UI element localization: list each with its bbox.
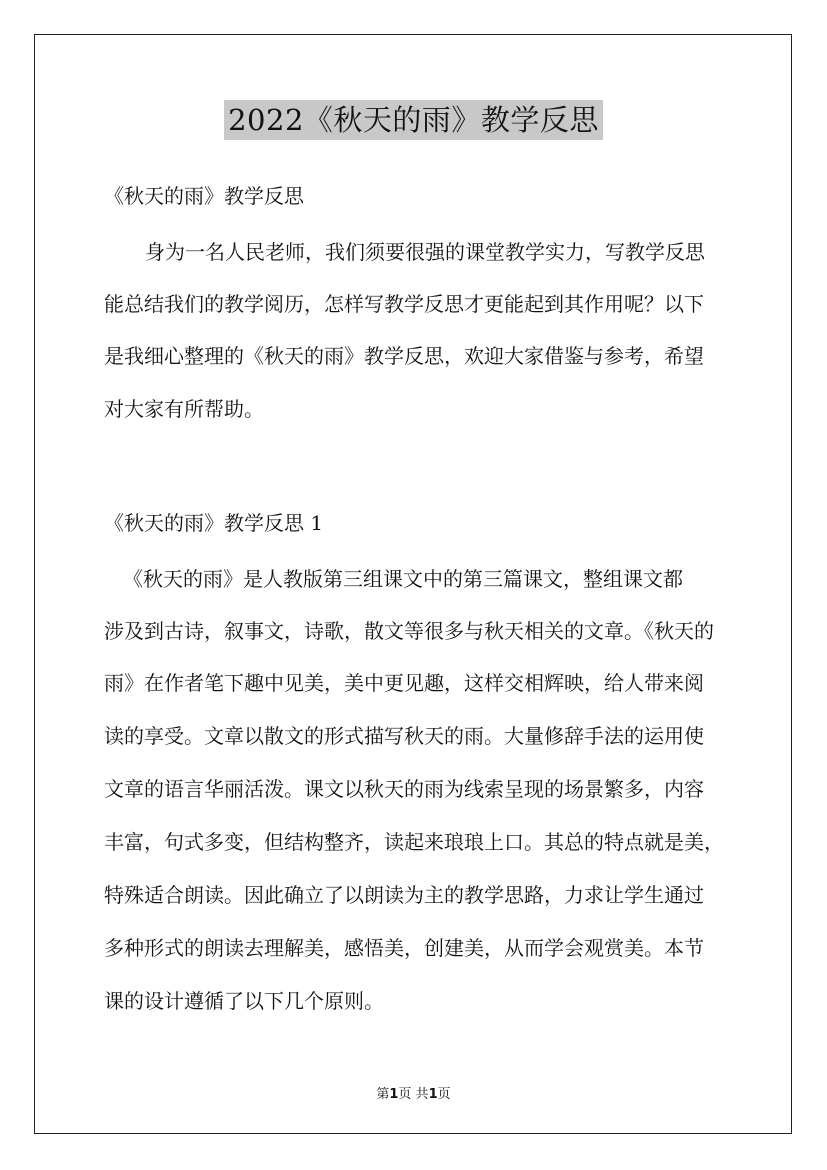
intro-line: 能总结我们的教学阅历，怎样写教学反思才更能起到其作用呢？以下 [104, 292, 704, 316]
intro-line: 对大家有所帮助。 [104, 397, 264, 421]
footer-suffix: 页 [437, 1087, 451, 1102]
body-line: 丰富，句式多变，但结构整齐，读起来琅琅上口。其总的特点就是美， [104, 830, 724, 854]
body-line: 涉及到古诗，叙事文，诗歌，散文等很多与秋天相关的文章。《秋天的 [104, 619, 714, 643]
body-line: 课的设计遵循了以下几个原则。 [104, 989, 384, 1013]
body-line: 《秋天的雨》是人教版第三组课文中的第三篇课文，整组课文都 [123, 567, 683, 591]
body-line: 特殊适合朗读。因此确立了以朗读为主的教学思路，力求让学生通过 [104, 883, 704, 907]
footer-page-total: 1 [428, 1087, 438, 1102]
document-title: 2022《秋天的雨》教学反思 [224, 100, 603, 140]
section-heading: 《秋天的雨》教学反思 1 [104, 511, 324, 535]
body-line: 读的享受。文章以散文的形式描写秋天的雨。大量修辞手法的运用使 [104, 724, 704, 748]
footer-prefix: 第 [376, 1087, 390, 1102]
title-container [0, 100, 827, 140]
intro-line: 身为一名人民老师，我们须要很强的课堂教学实力，写教学反思 [145, 240, 705, 264]
body-line: 文章的语言华丽活泼。课文以秋天的雨为线索呈现的场景繁多，内容 [104, 777, 704, 801]
body-line: 多种形式的朗读去理解美，感悟美，创建美，从而学会观赏美。本节 [104, 936, 704, 960]
footer-mid: 页 共 [398, 1087, 429, 1102]
intro-line: 是我细心整理的《秋天的雨》教学反思，欢迎大家借鉴与参考，希望 [104, 344, 704, 368]
section-heading: 《秋天的雨》教学反思 [104, 184, 304, 208]
page-footer [0, 1083, 827, 1102]
footer-page-number: 1 [389, 1087, 399, 1102]
body-line: 雨》在作者笔下趣中见美，美中更见趣，这样交相辉映，给人带来阅 [104, 671, 704, 695]
